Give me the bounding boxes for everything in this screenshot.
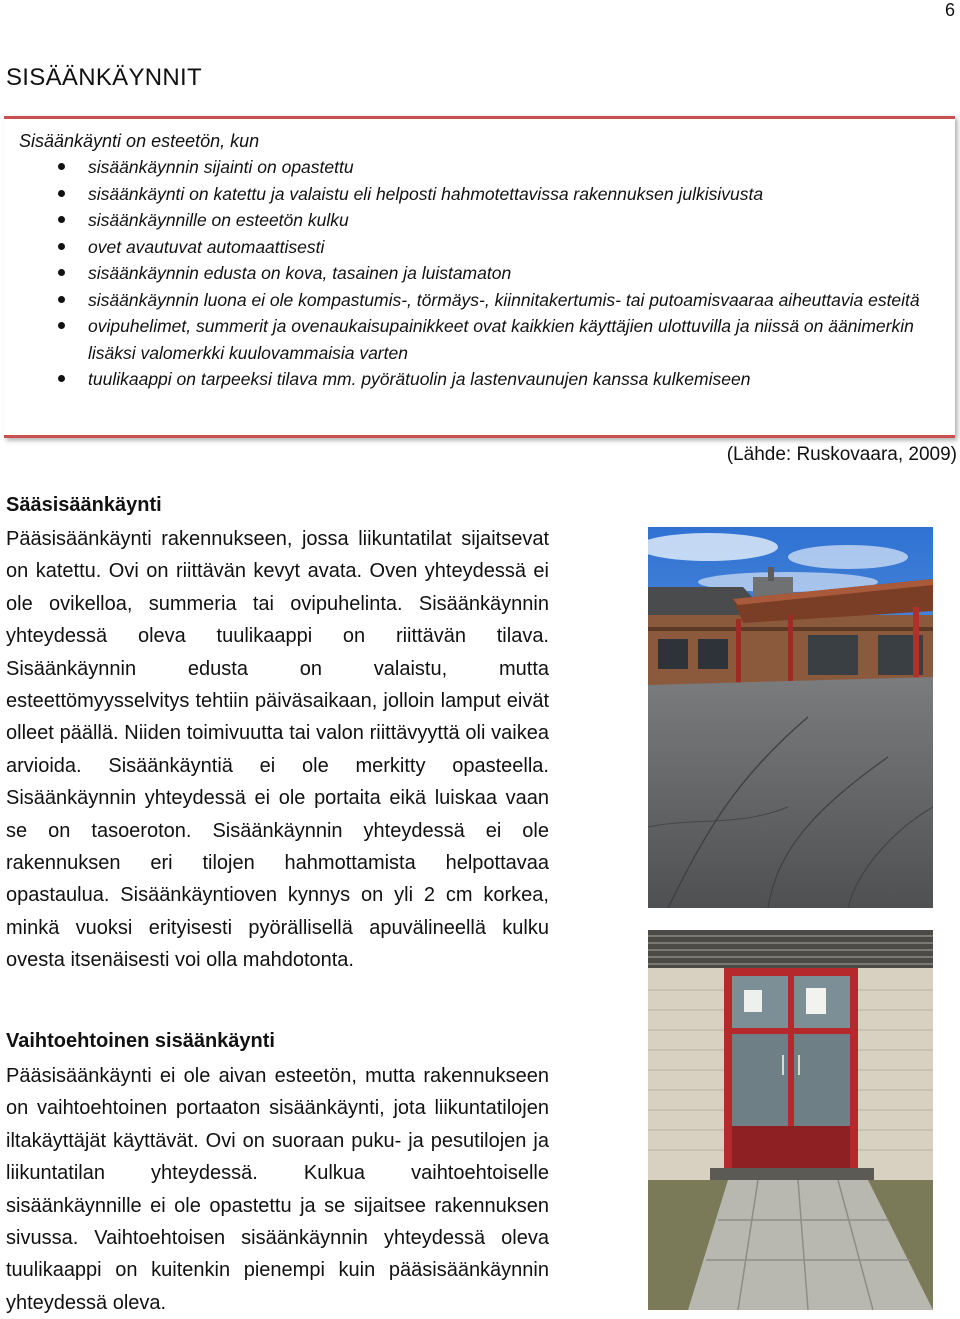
page-number: 6 <box>944 0 955 20</box>
main-entrance-text: Pääsisäänkäynti rakennukseen, jossa liikuntatilat sijaitsevat on katettu. Ovi on riittävän kevyt avata. Oven yhteydessä ei ole ovikelloa, summeria tai ovipuhelinta. Sisäänkäynnin yhteydessä oleva tuulikaappi on riittävän tilava. Sisäänkäynnin edusta on valaistu, mutta esteettömyysselvitys tehtiin päiväsaikaan, jolloin lamput eivät olleet päällä. Niiden toimivuutta tai valon riittävyyttä oli vaikea arvioida. Sisäänkäyntiä ei ole merkitty opasteella. Sisäänkäynnin yhteydessä ei ole portaita eikä luiskaa vaan se on tasoeroton. Sisäänkäynnin yhteydessä ei ole rakennuksen eri tilojen hahmottamista helpottavaa opastaulua. Sisäänkäyntioven kynnys on yli 2 cm korkea, minkä vuoksi erityisesti pyörällisellä apuvälineellä kulku ovesta itsenäisesti voi olla mahdotonta. <box>6 528 549 972</box>
criteria-item: sisäänkäynnin sijainti on opastettu <box>4 154 939 181</box>
alt-entrance-heading: Vaihtoehtoinen sisäänkäynti <box>6 1030 275 1052</box>
alt-entrance-text: Pääsisäänkäynti ei ole aivan esteetön, mutta rakennukseen on vaihtoehtoinen portaaton sisäänkäynti, jota liikuntatilojen iltakäyttäjät käyttävät. Ovi on suoraan puku- ja pesutilojen ja liikuntatilan yhteydessä. Kulkua vaihtoehtoiselle sisäänkäynnille ei ole opastettu ja se sijaitsee rakennuksen sivussa. Vaihtoehtoisen sisäänkäynnin yhteydessä oleva tuulikaappi on kuitenkin pienempi kuin pääsisäänkäynnin yhteydessä oleva. <box>6 1065 549 1314</box>
criteria-item: sisäänkäynti on katettu ja valaistu eli helposti hahmotettavissa rakennuksen julkisivusta <box>4 181 939 208</box>
criteria-list <box>4 154 939 393</box>
criteria-item: sisäänkäynnille on esteetön kulku <box>4 207 939 234</box>
criteria-item: sisäänkäynnin edusta on kova, tasainen ja luistamaton <box>4 260 939 287</box>
page-title: SISÄÄNKÄYNNIT <box>6 64 202 91</box>
main-entrance-heading: Sääsisäänkäynti <box>6 494 162 516</box>
alt-entrance-photo <box>648 930 933 1310</box>
criteria-intro: Sisäänkäynti on esteetön, kun <box>19 131 260 151</box>
criteria-item: tuulikaappi on tarpeeksi tilava mm. pyörätuolin ja lastenvaunujen kanssa kulkemiseen <box>4 366 939 393</box>
criteria-item: ovipuhelimet, summerit ja ovenaukaisupainikkeet ovat kaikkien käyttäjien ulottuvilla ja niissä on äänimerkin lisäksi valomerkki kuulovammaisia varten <box>4 313 939 366</box>
criteria-item: ovet avautuvat automaattisesti <box>4 234 939 261</box>
source-citation: (Lähde: Ruskovaara, 2009) <box>726 444 957 465</box>
criteria-item: sisäänkäynnin luona ei ole kompastumis-, törmäys-, kiinnitakertumis- tai putoamisvaaraa aiheuttavia esteitä <box>4 287 939 314</box>
accessibility-criteria-box <box>4 116 955 438</box>
main-entrance-photo <box>648 527 933 908</box>
